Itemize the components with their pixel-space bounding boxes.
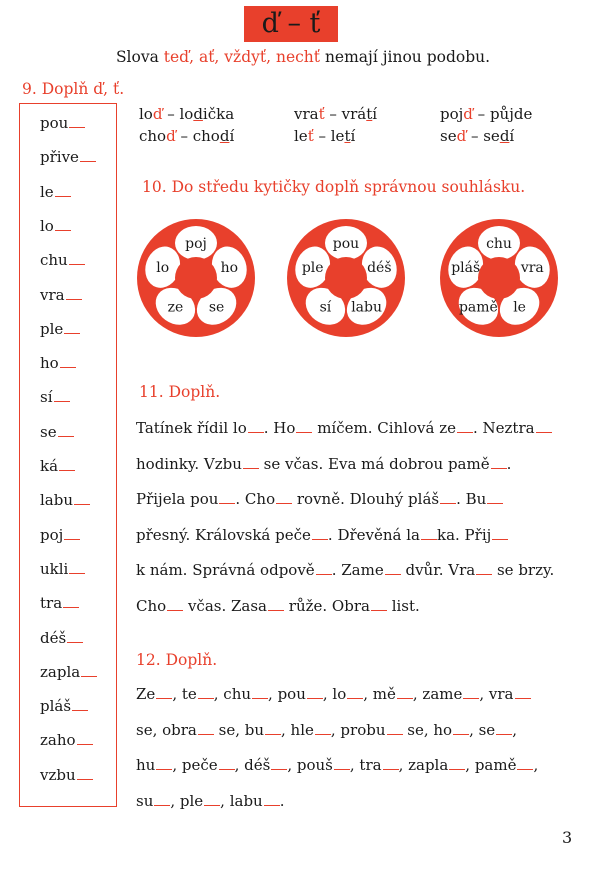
fill-in-blank (517, 757, 533, 770)
fill-in-blank (219, 757, 235, 770)
fill-in-blank (271, 757, 287, 770)
page-title: ď – ť (244, 6, 338, 42)
fill-in-blank (312, 527, 328, 540)
flowers-illustration (136, 210, 576, 350)
petal-label: chu (486, 236, 512, 252)
word-list-item: ple (40, 320, 80, 338)
fill-in-blank (77, 767, 93, 780)
fill-in-blank (347, 686, 363, 699)
fill-in-blank (397, 686, 413, 699)
word-list-item: zaho (40, 731, 93, 749)
word-list-item: chu (40, 251, 85, 269)
flower-center (175, 257, 217, 299)
word-list-item: lo (40, 217, 71, 235)
petal-label: se (208, 299, 225, 316)
example-sed: seď – sedí (440, 127, 515, 145)
fill-in-blank (457, 420, 473, 433)
word-list-item: zapla (40, 663, 97, 681)
fill-in-blank (64, 321, 80, 334)
fill-in-blank (60, 355, 76, 368)
example-lod: loď – lodička (139, 105, 235, 123)
fill-in-blank (491, 456, 507, 469)
word-list-item: ho (40, 354, 76, 372)
word-list-item: pou (40, 114, 85, 132)
word-list-item: le (40, 183, 71, 201)
fill-in-blank (421, 527, 437, 540)
text-line: hu , peče , déš , pouš , tra , zapla , pamě , (136, 756, 539, 774)
example-pojd: pojď – půjde (440, 105, 533, 123)
fill-in-blank (69, 252, 85, 265)
fill-in-blank (156, 686, 172, 699)
word-list-item: ká (40, 457, 75, 475)
fill-in-blank (492, 527, 508, 540)
fill-in-blank (64, 527, 80, 540)
exercise-12-title: 12. Doplň. (136, 651, 218, 669)
word-list-item: přive (40, 148, 96, 166)
fill-in-blank (69, 115, 85, 128)
exercise-11-text (136, 411, 576, 624)
word-list-item: vzbu (40, 766, 93, 784)
fill-in-blank (55, 218, 71, 231)
text-line: Cho včas. Zasa růže. Obra list. (136, 596, 420, 615)
exercise-12-text (136, 677, 576, 819)
fill-in-blank (167, 598, 183, 611)
fill-in-blank (72, 698, 88, 711)
fill-in-blank (204, 793, 220, 806)
word-list-item: poj (40, 526, 80, 544)
word-list-item: déš (40, 629, 83, 647)
fill-in-blank (385, 562, 401, 575)
petal-label: pou (332, 236, 360, 252)
page-number: 3 (562, 828, 573, 847)
fill-in-blank (383, 757, 399, 770)
text-line: k nám. Správná odpově . Zame dvůr. Vra se brzy. (136, 561, 555, 579)
flower-center (478, 257, 520, 299)
fill-in-blank (74, 492, 90, 505)
fill-in-blank (476, 562, 492, 575)
fill-in-blank (536, 420, 552, 433)
exercise-9-word-list (19, 103, 117, 807)
fill-in-blank (54, 389, 70, 402)
fill-in-blank (252, 686, 268, 699)
text-line: su , ple , labu . (136, 791, 285, 810)
flower (137, 219, 255, 337)
petal-label: vra (520, 260, 544, 277)
fill-in-blank (81, 664, 97, 677)
example-vrat: vrať – vrátí (294, 105, 378, 123)
exercise-9-title: 9. Doplň ď, ť. (22, 80, 125, 98)
fill-in-blank (265, 722, 281, 735)
example-chod: choď – chodí (139, 127, 235, 145)
petal-label: ho (220, 260, 239, 277)
fill-in-blank (268, 598, 284, 611)
fill-in-blank (58, 424, 74, 437)
fill-in-blank (69, 561, 85, 574)
fill-in-blank (371, 598, 387, 611)
word-list-item: sí (40, 388, 70, 406)
intro-words: teď, ať, vždyť, nechť (163, 48, 321, 66)
fill-in-blank (296, 420, 312, 433)
fill-in-blank (307, 686, 323, 699)
petal-label: pamě (458, 299, 498, 316)
fill-in-blank (156, 757, 172, 770)
fill-in-blank (63, 595, 79, 608)
fill-in-blank (440, 491, 456, 504)
word-list-item: tra (40, 594, 79, 612)
fill-in-blank (219, 491, 235, 504)
fill-in-blank (334, 757, 350, 770)
text-line: Přijela pou . Cho rovně. Dlouhý pláš . Bu (136, 482, 576, 518)
fill-in-blank (59, 458, 75, 471)
fill-in-blank (316, 562, 332, 575)
fill-in-blank (154, 793, 170, 806)
fill-in-blank (66, 287, 82, 300)
petal-label: le (513, 299, 526, 316)
exercise-10-title: 10. Do středu kytičky doplň správnou souhlásku. (142, 178, 526, 196)
fill-in-blank (77, 732, 93, 745)
fill-in-blank (387, 722, 403, 735)
text-line: hodinky. Vzbu se včas. Eva má dobrou pamě . (136, 454, 512, 473)
word-list-item: vra (40, 286, 82, 304)
fill-in-blank (496, 722, 512, 735)
fill-in-blank (80, 149, 96, 162)
word-list-item: se (40, 423, 74, 441)
intro-suffix: nemají jinou podobu. (320, 48, 491, 66)
exercise-11-title: 11. Doplň. (139, 383, 221, 401)
fill-in-blank (198, 722, 214, 735)
flower (287, 219, 405, 337)
fill-in-blank (315, 722, 331, 735)
fill-in-blank (515, 686, 531, 699)
example-let: leť – letí (294, 127, 356, 145)
flower-center (325, 257, 367, 299)
petal-label: lo (156, 260, 170, 277)
fill-in-blank (198, 686, 214, 699)
petal-label: ze (167, 299, 184, 316)
fill-in-blank (487, 491, 503, 504)
word-list-item: labu (40, 491, 90, 509)
text-line: se, obra se, bu , hle , probu se, ho , se , (136, 720, 517, 739)
petal-label: poj (185, 236, 207, 252)
fill-in-blank (67, 630, 83, 643)
fill-in-blank (248, 420, 264, 433)
fill-in-blank (264, 793, 280, 806)
fill-in-blank (453, 722, 469, 735)
petal-label: pláš (451, 260, 481, 277)
word-list-item: ukli (40, 560, 85, 578)
text-line: Tatínek řídil lo . Ho míčem. Cihlová ze . Neztra (136, 411, 576, 447)
fill-in-blank (243, 456, 259, 469)
fill-in-blank (463, 686, 479, 699)
text-line: Ze , te , chu , pou , lo , mě , zame , vra (136, 677, 576, 713)
petal-label: ple (301, 260, 324, 277)
text-line: přesný. Královská peče . Dřevěná la ka. Přij (136, 518, 576, 554)
word-list-item: pláš (40, 697, 88, 715)
petal-label: déš (367, 260, 392, 277)
flower (440, 219, 558, 337)
petal-label: sí (319, 299, 332, 316)
fill-in-blank (276, 491, 292, 504)
intro-text (0, 48, 606, 66)
fill-in-blank (55, 184, 71, 197)
fill-in-blank (449, 757, 465, 770)
petal-label: labu (351, 299, 383, 316)
intro-prefix: Slova (115, 48, 164, 66)
